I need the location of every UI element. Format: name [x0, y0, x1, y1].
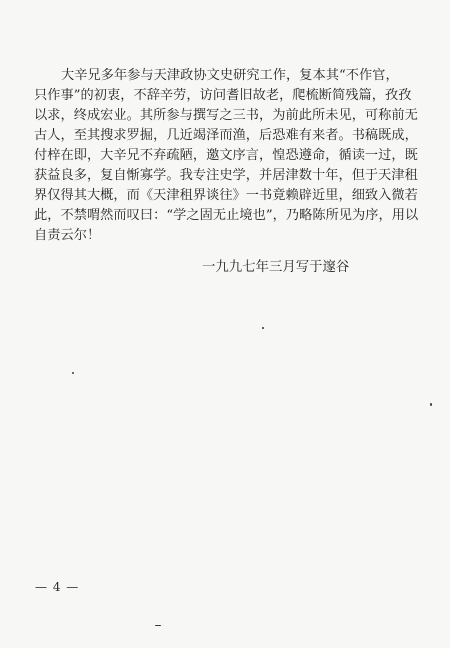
paragraph-line: 古人，至其搜求罗掘，几近竭泽而渔，后恐难有来者。书稿既成， — [34, 128, 418, 143]
preface-paragraph — [34, 66, 419, 246]
scan-speck — [262, 327, 264, 329]
page-number: — 4 — — [35, 580, 80, 594]
scan-speck — [72, 372, 74, 374]
paragraph-line: 付梓在即，大辛兄不弃疏陋，邀文序言，惶恐遵命，循读一过，既 — [34, 148, 418, 163]
paragraph-line: 只作事”的初衷，不辞辛劳，访问耆旧故老，爬梳断简残篇，孜孜 — [34, 88, 412, 103]
paragraph-line: 界仅得其大概，而《天津租界谈往》一书竟赖辟近里，细致入微若 — [34, 188, 418, 203]
scan-speck — [430, 403, 432, 406]
paragraph-line: 自责云尔！ — [34, 228, 101, 243]
paragraph-line: 此，不禁喟然而叹曰：“学之固无止境也”，乃略陈所见为序，用以 — [34, 208, 419, 223]
paragraph-line: 获益良多，复自惭寡学。我专注史学，并居津数十年，但于天津租 — [34, 168, 418, 183]
date-signature: 一九九七年三月写于邃谷 — [202, 260, 350, 275]
scan-speck — [155, 625, 161, 626]
paragraph-line: 大辛兄多年参与天津政协文史研究工作，复本其“不作官， — [61, 68, 399, 83]
paragraph-line: 以求，终成宏业。其所参与撰写之三书，为前此所未见，可称前无 — [34, 108, 418, 123]
